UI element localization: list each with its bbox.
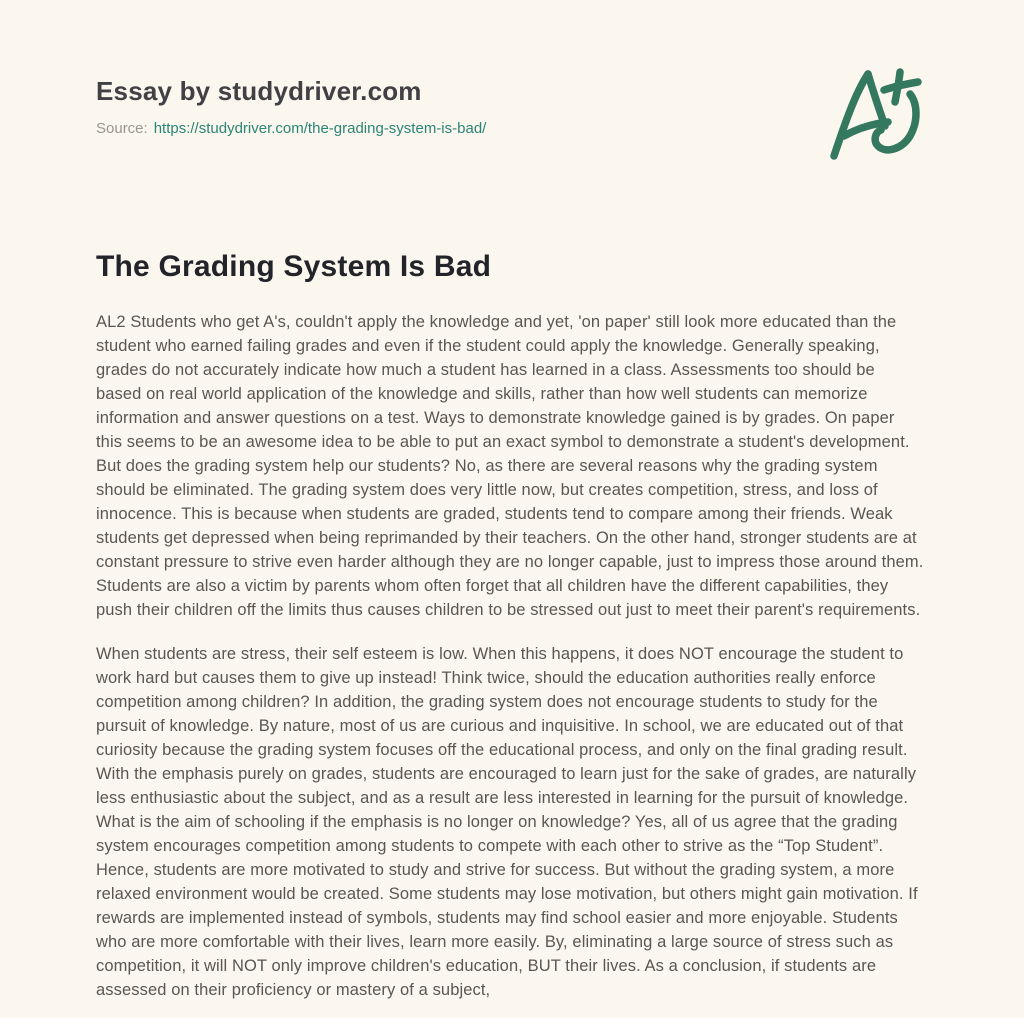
source-link[interactable]: https://studydriver.com/the-grading-system-is-bad/ — [153, 120, 487, 137]
essay-title: The Grading System Is Bad — [96, 250, 492, 283]
a-plus-logo-icon — [824, 60, 928, 164]
essay-paragraph-2: When students are stress, their self esteem is low. When this happens, it does NOT encourage the student to work hard but causes them to give up instead! Think twice, should the education authorities really enforce competition among children? In addition, the grading system does not encourage students to study for the pursuit of knowledge. By nature, most of us are curious and inquisitive. In school, we are educated out of that curiosity because the grading system focuses off the educational process, and only on the final grading result. With the emphasis purely on grades, students are encouraged to learn just for the sake of grades, are naturally less enthusiastic about the subject, and as a result are less interested in learning for the pursuit of knowledge. What is the aim of schooling if the emphasis is no longer on knowledge? Yes, all of us agree that the grading system encourages competition among students to compete with each other to strive as the “Top Student”. Hence, students are more motivated to study and strive for success. But without the grading system, a more relaxed environment would be created. Some students may lose motivation, but others might gain motivation. If rewards are implemented instead of symbols, students may find school easier and more enjoyable. Students who are more comfortable with their lives, learn more easily. By, eliminating a large source of stress such as competition, it will NOT only improve children's education, BUT their lives. As a conclusion, if students are assessed on their proficiency or mastery of a subject, — [96, 645, 918, 999]
page-header — [96, 0, 928, 137]
source-label: Source: — [96, 120, 148, 137]
essay-paragraph-1: AL2 Students who get A's, couldn't apply the knowledge and yet, 'on paper' still look more educated than the student who earned failing grades and even if the student could apply the knowledge. Generally speaking, grades do not accurately indicate how much a student has learned in a class. Assessments too should be based on real world application of the knowledge and skills, rather than how well students can memorize information and answer questions on a test. Ways to demonstrate knowledge gained is by grades. On paper this seems to be an awesome idea to be able to put an exact symbol to demonstrate a student's development. But does the grading system help our students? No, as there are several reasons why the grading system should be eliminated. The grading system does very little now, but creates competition, stress, and loss of innocence. This is because when students are graded, students tend to compare among their friends. Weak students get depressed when being reprimanded by their teachers. On the other hand, stronger students are at constant pressure to strive even harder although they are no longer capable, just to impress those around them. Students are also a victim by parents whom often forget that all children have the different capabilities, they push their children off the limits thus causes children to be stressed out just to meet their parent's requirements. — [96, 313, 924, 619]
page-title: Essay by studydriver.com — [96, 76, 422, 106]
source-line — [96, 120, 928, 137]
header-text-block — [96, 0, 928, 137]
essay-body — [96, 310, 928, 1002]
